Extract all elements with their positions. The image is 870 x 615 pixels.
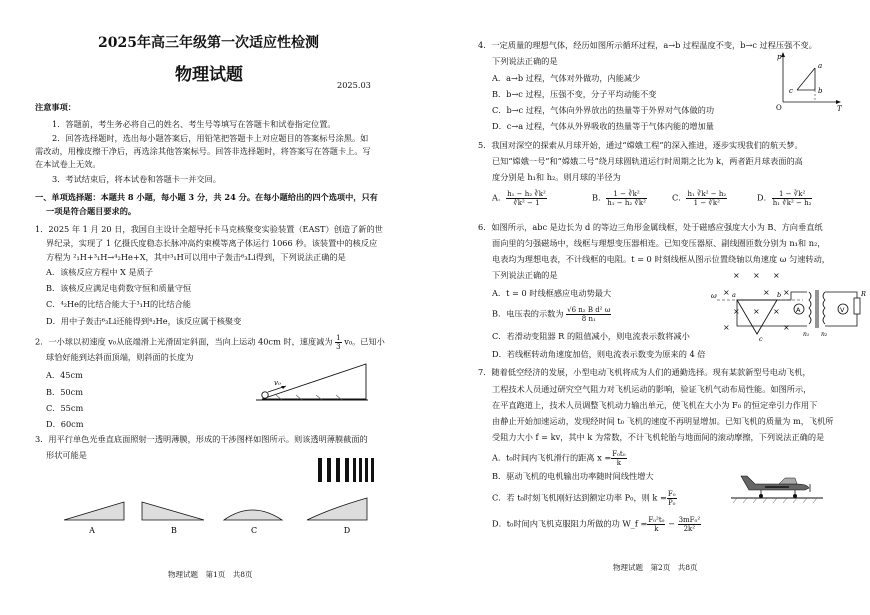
svg-text:×: × <box>733 271 740 280</box>
q7-option-a-text: A．t₀时间内飞机滑行的距离 x = <box>492 452 612 463</box>
voltmeter-label: V <box>840 306 845 314</box>
frac-num: h₁ − h₂ ∛k² <box>507 190 546 198</box>
q5-stem: 5．我国对深空的探索从月球开始，通过“嫦娥工程”的深入推进，逐步实现我们的航天梦。 <box>478 140 803 150</box>
airplane-figure <box>731 470 826 505</box>
q4-option-c: C．b→c 过程，气体向外界放出的热量等于外界对气体做的功 <box>492 105 715 115</box>
q6-option-b <box>492 306 611 323</box>
subject-title: 物理试题 <box>175 65 243 85</box>
vertex-a-label: a <box>732 291 736 299</box>
svg-text:×: × <box>753 271 760 280</box>
frac-den: P₀ <box>667 499 676 507</box>
q7-option-d-frac2 <box>678 516 702 533</box>
q4-stem: 下列说法正确的是 <box>492 56 558 66</box>
frac-num: h₁ ∛k² − h₂ <box>687 190 727 198</box>
q2-stem-text: 2．一小球以初速度 v₀从底端滑上光滑固定斜面，当向上运动 40cm 时，速度减为 <box>35 336 333 347</box>
q2-option-b: B．50cm <box>46 387 83 397</box>
q4-option-b: B．b→c 过程，压强不变，分子平均动能不变 <box>492 89 657 99</box>
q4-option-a: A．a→b 过程，气体对外做功，内能减少 <box>492 73 641 83</box>
q4-stem: 4．一定质量的理想气体，经历如图所示循环过程，a→b 过程温度不变，b→c 过程压强不变。 <box>478 40 817 50</box>
resistor-label: R <box>861 290 866 298</box>
frac-num: F₀t₀ <box>612 450 626 458</box>
vertex-c-label: c <box>759 335 763 343</box>
q7-stem: 7．随着低空经济的发展，小型电动飞机将成为人们的通勤选择。现有某款新型号电动飞机， <box>478 367 811 377</box>
q5-option-a-frac <box>506 190 547 207</box>
q2-stem <box>35 334 385 351</box>
q6-option-b-frac <box>566 306 611 323</box>
q7-stem: 由静止开始加速运动，发现经时间 t₀ 飞机的速度不再明显增加。已知飞机的质量为 m，飞机所 <box>492 416 834 426</box>
q5-option-c <box>672 190 727 207</box>
q1-option-c: C．⁴₂He的比结合能大于³₁H的比结合能 <box>46 299 191 309</box>
q2-option-a: A．45cm <box>46 370 83 380</box>
frac-num: √6 n₂ B d² ω <box>567 306 611 314</box>
q5-option-c-label: C． <box>672 192 687 203</box>
pT-graph <box>775 50 845 113</box>
frac-den: 1 − ∛k² <box>693 199 720 207</box>
shape-label-a: A <box>89 526 95 535</box>
q6-stem: 面向里的匀强磁场中，线框与理想变压器相连。已知变压器原、副线圈匝数分别为 n₁和 n₂， <box>492 238 826 248</box>
frac-den: k <box>654 525 659 533</box>
point-a-label: a <box>818 62 823 70</box>
q3-stem: 形状可能是 <box>46 450 87 460</box>
svg-text:×: × <box>733 307 740 316</box>
q7-option-d-frac1 <box>647 516 665 533</box>
q7-option-c <box>492 490 677 507</box>
frac-den: h₁ − h₂ ∛k² <box>607 199 646 207</box>
q6-option-d: D．若线框转动角速度加倍，则电流表示数变为原来的 4 倍 <box>492 349 706 359</box>
q3-stem: 3．用平行单色光垂直底面照射一透明薄膜，形成的干涉图样如图所示。则该透明薄膜截面的 <box>35 434 368 444</box>
shape-label-c: C <box>250 526 258 535</box>
axis-T-label: T <box>837 105 842 113</box>
section-heading-cont: 一项是符合题目要求的。 <box>46 206 137 216</box>
q2-frac-num: 1 <box>336 334 341 342</box>
q1-stem: 方程为 ²₁H+³₁H→⁴₂He+X，其中³₁H可以用中子轰击⁶₃Li得到，下列说法正确的是 <box>46 252 346 262</box>
q2-fraction <box>335 334 341 351</box>
section-heading: 一、单项选择题：本题共 8 小题，每小题 3 分，共 24 分。在每小题给出的四个选项中，只有 <box>35 192 378 202</box>
q7-option-b: B．驱动飞机的电机输出功率随时间线性增大 <box>492 471 654 481</box>
svg-text:×: × <box>773 307 780 316</box>
q5-option-d-label: D． <box>757 192 772 203</box>
frac-num: F₀²t₀ <box>648 516 665 524</box>
n1-label: n₁ <box>803 331 810 338</box>
svg-text:×: × <box>763 288 770 297</box>
interference-pattern <box>318 458 376 482</box>
q6-stem: 电表均为理想电表，不计线框的电阻。t = 0 时刻线框从图示位置绕轴以角速度 ω 匀速转动， <box>492 254 830 264</box>
q1-stem: 1．2025 年 1 月 20 日，我国自主设计全超导托卡马克核聚变实验装置（EAST）创造了新的世 <box>35 224 383 234</box>
frac-den: k <box>616 459 621 467</box>
page-right <box>435 0 870 615</box>
svg-text:×: × <box>723 288 730 297</box>
notes-item: 3．考试结束后，将本试卷和答题卡一并交回。 <box>52 174 221 184</box>
svg-text:×: × <box>753 307 760 316</box>
q1-stem: 界纪录，实现了 1 亿摄氏度稳态长脉冲高约束模等离子体运行 1066 秒。该装置中的核反应 <box>46 238 378 248</box>
q5-option-b <box>592 190 647 207</box>
omega-label: ω <box>711 292 717 300</box>
minus-sign: − <box>668 518 675 529</box>
q5-option-c-frac <box>686 190 727 207</box>
q5-stem: 已知“嫦娥一号”和“嫦娥二号”绕月球圆轨道运行时周期之比为 k，两者距月球表面的高 <box>492 156 803 166</box>
q2-option-c: C．55cm <box>46 403 84 413</box>
q1-option-d: D．用中子轰击⁶₃Li还能得到⁴₂He，该反应属于核聚变 <box>46 316 242 326</box>
frac-den: 8 n₁ <box>581 315 596 323</box>
svg-text:×: × <box>783 288 790 297</box>
q6-option-a: A．t = 0 时线框感应电动势最大 <box>492 288 612 298</box>
point-c-label: c <box>789 87 793 95</box>
q6-circuit-figure <box>711 270 867 343</box>
q7-stem: 在平直跑道上，技术人员调整飞机动力输出单元，使飞机在大小为 F₀ 的恒定牵引力作用下 <box>492 400 818 410</box>
q5-option-a <box>492 190 547 207</box>
q7-option-d-text: D．t₀时间内飞机克服阻力所做的功 W_f = <box>492 518 648 529</box>
point-b-label: b <box>818 87 823 95</box>
q2-incline-figure <box>256 358 371 403</box>
exam-title: 2025年高三年级第一次适应性检测 <box>98 35 319 51</box>
frac-den: ∛k² − 1 <box>513 199 540 207</box>
q2-v0-label: v₀ <box>274 379 281 387</box>
origin-label: O <box>776 104 782 112</box>
footer-page-1: 物理试题 第1页 共8页 <box>168 570 253 579</box>
q7-option-a-frac <box>611 450 626 467</box>
q6-option-b-text: B．电压表的示数为 <box>492 308 564 319</box>
frac-num: 1 − ∛k² <box>772 190 813 199</box>
q2-frac-den: 3 <box>336 343 341 351</box>
frac-num: F₀ <box>667 490 676 498</box>
svg-text:×: × <box>773 271 780 280</box>
q6-stem: 6．如图所示，abc 是边长为 d 的等边三角形金属线框，处于磁感应强度大小为 B、方向垂直纸 <box>478 222 823 232</box>
q7-option-c-text: C．若 t₀时刻飞机刚好达到额定功率 P₀，则 k = <box>492 492 667 503</box>
frac-num: 1 − ∛k² <box>606 190 647 199</box>
notes-item: 需改动，用橡皮擦干净后，再选涂其他答案标号。回答非选择题时，将答案写在答题卡上。写 <box>35 146 371 156</box>
q5-option-b-label: B． <box>592 192 607 203</box>
q5-stem: 度分别是 h₁和 h₂。则月球的半径为 <box>492 172 621 182</box>
q1-option-b: B．该核反应满足电荷数守恒和质量守恒 <box>46 283 192 293</box>
q5-option-d-frac <box>772 190 813 207</box>
ammeter-label: A <box>796 306 801 314</box>
q4-option-d: D．c→a 过程，气体从外界吸收的热量等于气体内能的增加量 <box>492 121 714 131</box>
exam-date: 2025.03 <box>337 80 371 90</box>
shape-label-d: D <box>343 526 351 535</box>
q7-stem: 受阻力大小 f = kv，其中 k 为常数，不计飞机轮胎与地面间的滚动摩擦，下列说法正确的是 <box>492 432 825 442</box>
q7-option-c-frac <box>667 490 677 507</box>
notes-item: 2．回答选择题时，选出每小题答案后，用铅笔把答题卡上对应题目的答案标号涂黑。如 <box>52 133 369 143</box>
shape-label-b: B <box>171 526 177 535</box>
frac-den: 2k² <box>683 525 696 533</box>
vertex-b-label: b <box>777 291 782 299</box>
q7-stem: 工程技术人员通过研究空气阻力对飞机运动的影响，验证飞机气动布局性能。如图所示， <box>492 384 812 394</box>
frac-den: h₁ ∛k² − h₂ <box>772 199 812 207</box>
q7-option-a <box>492 450 627 467</box>
notes-item: 1．答题前，考生务必将自己的姓名、考生号等填写在答题卡和试卷指定位置。 <box>52 119 336 129</box>
q2-stem: 球恰好能到达斜面顶端，则斜面的长度为 <box>46 352 194 362</box>
q6-stem: 下列说法正确的是 <box>492 270 558 280</box>
axis-p-label: p <box>777 53 782 61</box>
q2-stem-tail: v₀。已知小 <box>344 336 385 347</box>
q1-option-a: A．该核反应方程中 X 是质子 <box>46 267 154 277</box>
q6-option-c: C．若滑动变阻器 R 的阻值减小，则电流表示数将减小 <box>492 331 690 341</box>
svg-text:×: × <box>783 323 790 332</box>
q5-option-d <box>757 190 812 207</box>
footer-page-2: 物理试题 第2页 共8页 <box>613 563 698 572</box>
q7-option-d <box>492 516 701 533</box>
n2-label: n₂ <box>821 331 828 338</box>
q5-option-a-label: A． <box>492 192 507 203</box>
notes-item: 在本试卷上无效。 <box>35 159 101 169</box>
q5-option-b-frac <box>606 190 647 207</box>
notes-heading: 注意事项： <box>35 102 76 112</box>
q2-option-d: D．60cm <box>46 419 84 429</box>
film-shapes <box>62 494 392 534</box>
frac-num: 3mF₀² <box>678 516 701 524</box>
svg-text:×: × <box>723 323 730 332</box>
